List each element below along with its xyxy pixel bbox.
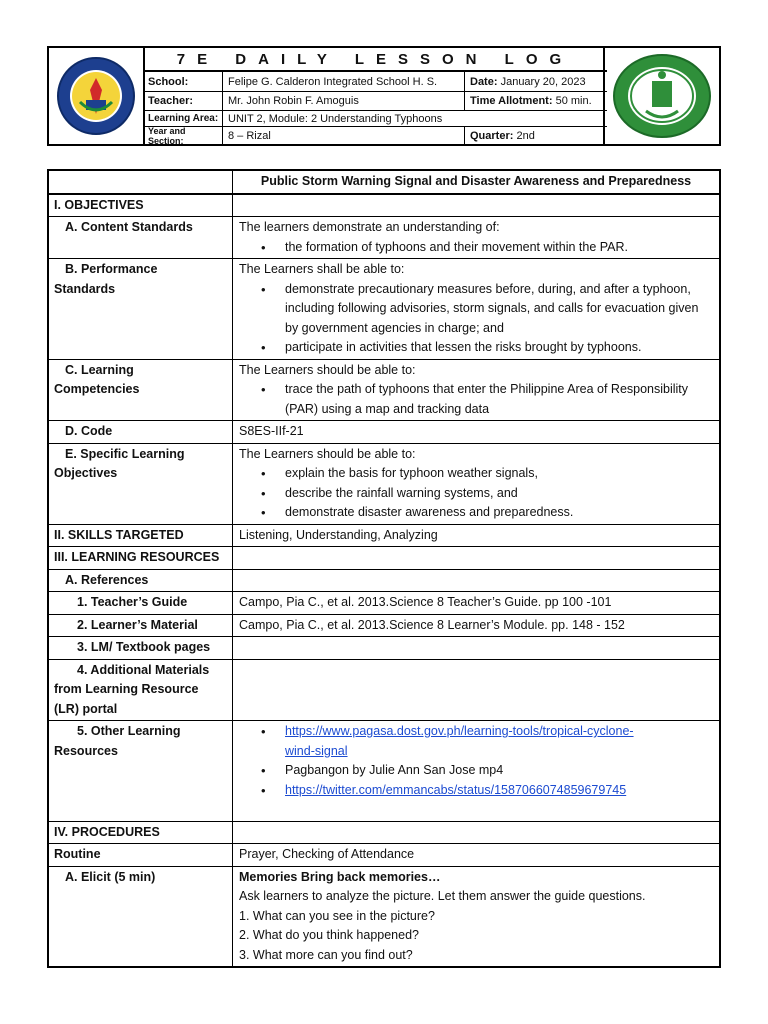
code-value: S8ES-IIf-21 xyxy=(239,424,304,438)
list-item: • participate in activities that lessen the risks brought by typhoons. xyxy=(285,338,713,358)
elicit-line: 3. What more can you find out? xyxy=(239,947,413,962)
elicit-row xyxy=(49,867,719,967)
list-item: • demonstrate precautionary measures before, during, and after a typhoon, including following advisories, storm signals, and calls for evacuation given by government agencies in charge; and xyxy=(285,280,713,339)
references-row xyxy=(49,570,719,593)
learning-competencies-intro: The Learners should be able to: xyxy=(239,362,416,377)
learning-area-label: Learning Area: xyxy=(143,111,223,126)
division-seal-icon xyxy=(56,56,136,136)
pagasa-link-part-1: https://www.pagasa.dost.gov.ph/learning-tools/tropical-cyclone- xyxy=(285,724,634,738)
content-standards-label: A. Content Standards xyxy=(49,217,233,258)
header-row-school xyxy=(143,72,607,92)
topic-row xyxy=(49,171,719,195)
lesson-log-header xyxy=(47,46,721,146)
quarter-value: 2nd xyxy=(516,129,535,142)
objectives-label: I. OBJECTIVES xyxy=(49,195,233,217)
routine-label: Routine xyxy=(49,844,233,866)
textbook-pages-label: 3. LM/ Textbook pages xyxy=(49,637,233,659)
teachers-guide-value: Campo, Pia C., et al. 2013.Science 8 Teacher’s Guide. pp 100 -101 xyxy=(239,595,612,609)
other-resources-row xyxy=(49,721,719,822)
list-item: • describe the rainfall warning systems, and xyxy=(285,484,713,504)
date-value: January 20, 2023 xyxy=(500,75,586,88)
elicit-line: Ask learners to analyze the picture. Let them answer the guide questions. xyxy=(239,889,646,903)
teachers-guide-row xyxy=(49,592,719,615)
lesson-topic: Public Storm Warning Signal and Disaster Awareness and Preparedness xyxy=(260,174,692,188)
twitter-link[interactable]: https://twitter.com/emmancabs/status/1587066074859679745 xyxy=(285,782,627,797)
specific-objectives-row xyxy=(49,444,719,525)
elicit-label: A. Elicit (5 min) xyxy=(49,867,233,967)
specific-objectives-intro: The Learners should be able to: xyxy=(239,446,416,461)
list-item: • Pagbangon by Julie Ann San Jose mp4 xyxy=(285,761,713,781)
code-row xyxy=(49,421,719,444)
objectives-row xyxy=(49,195,719,218)
date-cell xyxy=(465,72,607,91)
performance-standards-intro: The Learners shall be able to: xyxy=(239,262,405,276)
additional-materials-label: 4. Additional Materials xyxy=(77,662,210,677)
teachers-guide-label: 1. Teacher’s Guide xyxy=(49,592,233,614)
learners-material-value: Campo, Pia C., et al. 2013.Science 8 Learner’s Module. pp. 148 - 152 xyxy=(239,617,625,632)
time-label: Time Allotment: xyxy=(470,95,553,107)
time-value: 50 min. xyxy=(555,95,592,107)
learning-competencies-row xyxy=(49,360,719,422)
list-item xyxy=(285,722,713,761)
skills-row xyxy=(49,525,719,548)
page-title: 7E DAILY LESSON LOG xyxy=(143,48,607,72)
skills-value: Listening, Understanding, Analyzing xyxy=(239,527,438,542)
performance-standards-label: B. Performance xyxy=(65,262,158,276)
resources-row xyxy=(49,547,719,570)
textbook-pages-value xyxy=(233,637,719,659)
date-label: Date: xyxy=(470,75,498,88)
specific-objectives-label-2: Objectives xyxy=(54,466,118,480)
other-resources-label: 5. Other Learning xyxy=(77,724,181,738)
additional-materials-label-2: from Learning Resource xyxy=(54,682,199,696)
content-standards-row xyxy=(49,217,719,259)
references-label: A. References xyxy=(49,570,233,592)
school-label: School: xyxy=(143,72,223,91)
header-row-year-section xyxy=(143,127,607,144)
school-value: Felipe G. Calderon Integrated School H. S. xyxy=(223,72,465,91)
quarter-cell xyxy=(465,127,607,144)
teacher-value: Mr. John Robin F. Amoguis xyxy=(223,92,465,110)
elicit-line: 2. What do you think happened? xyxy=(239,928,419,942)
list-item: • demonstrate disaster awareness and preparedness. xyxy=(285,503,713,523)
learning-area-value: UNIT 2, Module: 2 Understanding Typhoons xyxy=(228,112,443,125)
learners-material-label: 2. Learner’s Material xyxy=(49,615,233,637)
school-seal-icon xyxy=(612,53,712,139)
list-item: • trace the path of typhoons that enter the Philippine Area of Responsibility (PAR) using a map and tracking data xyxy=(285,380,713,419)
learning-competencies-label-2: Competencies xyxy=(54,382,140,396)
year-section-value: 8 – Rizal xyxy=(223,127,465,144)
list-item xyxy=(285,781,713,801)
lesson-plan-table xyxy=(47,169,721,968)
division-seal xyxy=(49,48,145,144)
performance-standards-row xyxy=(49,259,719,360)
resources-label: III. LEARNING RESOURCES xyxy=(49,547,233,569)
procedures-row xyxy=(49,822,719,845)
textbook-pages-row xyxy=(49,637,719,660)
routine-row xyxy=(49,844,719,867)
additional-materials-row xyxy=(49,660,719,722)
list-item: • the formation of typhoons and their movement within the PAR. xyxy=(285,238,713,258)
header-row-teacher xyxy=(143,92,607,111)
skills-label: II. SKILLS TARGETED xyxy=(49,525,233,547)
learning-competencies-label: C. Learning xyxy=(65,362,134,377)
year-section-label: Year and Section: xyxy=(143,127,223,144)
specific-objectives-label: E. Specific Learning xyxy=(65,446,185,461)
school-seal xyxy=(603,48,719,144)
routine-value: Prayer, Checking of Attendance xyxy=(239,847,415,861)
elicit-heading: Memories Bring back memories… xyxy=(239,869,441,884)
pagasa-link[interactable] xyxy=(285,724,634,758)
pagasa-link-part-2: wind-signal xyxy=(285,743,348,758)
other-resources-label-2: Resources xyxy=(54,743,118,758)
content-standards-intro: The learners demonstrate an understanding of: xyxy=(239,220,500,234)
teacher-label: Teacher: xyxy=(143,92,223,110)
learners-material-row xyxy=(49,615,719,638)
additional-materials-label-3: (LR) portal xyxy=(54,701,118,716)
performance-standards-label-2: Standards xyxy=(54,281,116,296)
quarter-label: Quarter: xyxy=(470,129,514,142)
time-cell xyxy=(465,92,607,110)
elicit-line: 1. What can you see in the picture? xyxy=(239,908,435,923)
list-item: • explain the basis for typhoon weather signals, xyxy=(285,464,713,484)
code-label: D. Code xyxy=(49,421,233,443)
procedures-label: IV. PROCEDURES xyxy=(49,822,233,844)
